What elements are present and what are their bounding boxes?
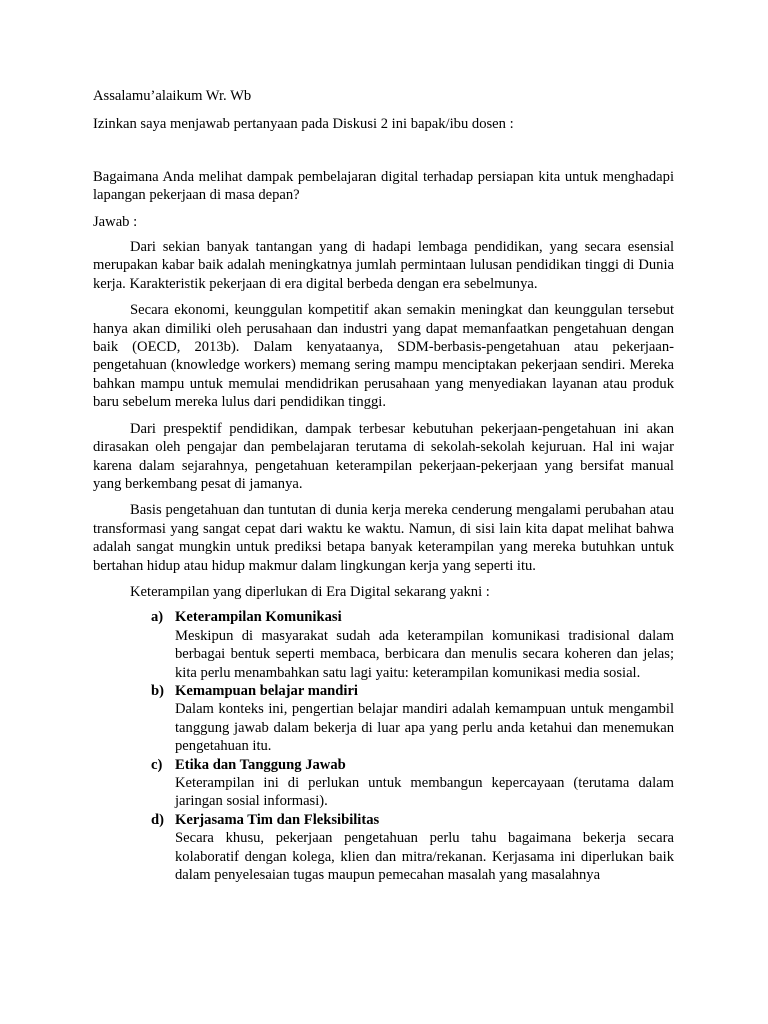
skill-title: Kerjasama Tim dan Fleksibilitas xyxy=(175,811,380,828)
paragraph: Basis pengetahuan dan tuntutan di dunia kerja mereka cenderung mengalami perubahan atau transformasi yang sangat cepat dari waktu ke waktu. Namun, di sisi lain kita dapat melihat bahwa adalah sangat mungkin untuk prediksi betapa banyak keterampilan yang mereka butuhkan untuk bertahan hidup atau hidup makmur dalam lingkungan kerja yang seperti itu. xyxy=(93,502,674,574)
paragraph: Dari sekian banyak tantangan yang di hadapi lembaga pendidikan, yang secara esensial merupakan kabar baik adalah meningkatnya jumlah permintaan lulusan pendidikan tinggi di Dunia kerja. Karakteristik pekerjaan di era digital berbeda dengan era sebelmunya. xyxy=(93,239,674,292)
list-marker: c) xyxy=(151,756,163,773)
skill-title: Etika dan Tanggung Jawab xyxy=(175,756,346,773)
discussion-question: Bagaimana Anda melihat dampak pembelajaran digital terhadap persiapan kita untuk menghadapi lapangan pekerjaan di masa depan? xyxy=(93,168,674,204)
skill-description: Meskipun di masyarakat sudah ada keterampilan komunikasi tradisional dalam berbagai bentuk seperti membaca, berbicara dan menulis secara koheren dan jelas; kita perlu menambahkan satu lagi yaitu: keterampilan komunikasi media sosial. xyxy=(175,627,674,681)
answer-label: Jawab : xyxy=(93,213,138,230)
skill-title: Kemampuan belajar mandiri xyxy=(175,682,358,699)
skill-description: Secara khusu, pekerjaan pengetahuan perlu tahu bagaimana bekerja secara kolaboratif dengan kolega, klien dan mitra/rekanan. Kerjasama ini diperlukan baik dalam penyelesaian tugas maupun pemecahan masalah yang masalahnya xyxy=(175,830,674,884)
list-item xyxy=(151,756,674,811)
list-item xyxy=(151,682,674,756)
skill-description: Dalam konteks ini, pengertian belajar mandiri adalah kemampuan untuk mengambil tanggung jawab dalam bekerja di luar apa yang perlu anda ketahui dan menemukan pengetahuan itu. xyxy=(175,701,674,755)
list-marker: d) xyxy=(151,811,164,828)
paragraph: Secara ekonomi, keunggulan kompetitif akan semakin meningkat dan keunggulan tersebut hanya akan dimiliki oleh perusahaan dan industri yang dapat memanfaatkan pengetahuan dengan baik (OECD, 2013b). Dalam kenyataanya, SDM-berbasis-pengetahuan atau pekerjaan-pengetahuan (knowledge workers) memang sering mampu menciptakan pekerjaan sendiri. Mereka bahkan mampu untuk memulai mendidrikan perusahaan yang menyediakan layanan atau produk baru sebelum mereka lulus dari pendidikan tinggi. xyxy=(93,302,674,411)
skill-description: Keterampilan ini di perlukan untuk membangun kepercayaan (terutama dalam jaringan sosial informasi). xyxy=(175,775,674,810)
skill-title: Keterampilan Komunikasi xyxy=(175,609,342,626)
skills-lead: Keterampilan yang diperlukan di Era Digital sekarang yakni : xyxy=(130,583,490,600)
list-marker: a) xyxy=(151,609,164,626)
skills-list xyxy=(151,608,674,884)
greeting-line: Assalamu’alaikum Wr. Wb xyxy=(93,88,252,104)
intro-line: Izinkan saya menjawab pertanyaan pada Diskusi 2 ini bapak/ibu dosen : xyxy=(93,116,514,133)
paragraph: Dari prespektif pendidikan, dampak terbesar kebutuhan pekerjaan-pengetahuan ini akan dirasakan oleh pengajar dan pembelajaran terutama di sekolah-sekolah kejuruan. Hal ini wajar karena dalam sejarahnya, pengetahuan keterampilan pekerjaan-pekerjaan yang bersifat manual yang berkembang pesat di jamanya. xyxy=(93,420,674,492)
list-item xyxy=(151,608,674,682)
list-marker: b) xyxy=(151,682,164,699)
document-body xyxy=(93,87,674,884)
list-item xyxy=(151,811,674,885)
